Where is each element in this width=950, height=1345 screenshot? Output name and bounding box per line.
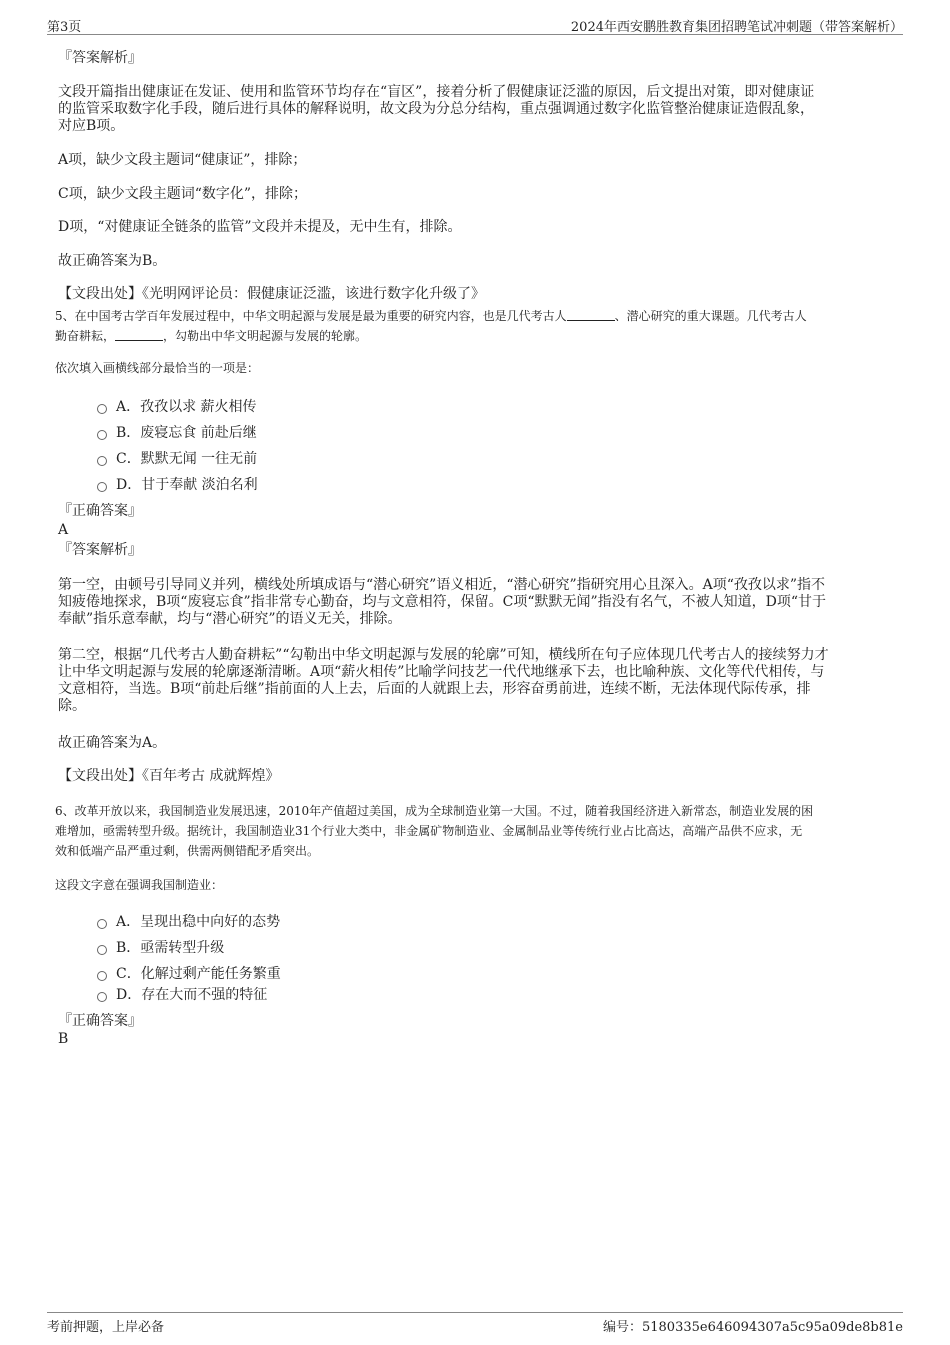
q5-analysis-line: 第二空，根据“几代考古人勤奋耕耘”“勾勒出中华文明起源与发展的轮廓”可知，横线所在句子应体现几代考古人的接续努力才 — [58, 647, 829, 663]
q5-prompt: 依次填入画横线部分最恰当的一项是： — [55, 361, 260, 375]
q6-stem-line: 效和低端产品严重过剩，供需两侧错配矛盾突出。 — [55, 844, 320, 858]
q4-analysis-option-c: C项，缺少文段主题词“数字化”，排除； — [58, 186, 308, 202]
q6-option-a[interactable]: A．呈现出稳中向好的态势 — [97, 911, 280, 931]
q5-conclusion: 故正确答案为A。 — [58, 735, 167, 751]
q5-analysis-label: 『答案解析』 — [58, 542, 142, 558]
q5-option-a[interactable]: A．孜孜以求 薪火相传 — [97, 396, 257, 416]
q5-analysis-line: 知疲倦地探求，B项“废寝忘食”指非常专心勤奋，均与文意相符，保留。C项“默默无闻”指没有名气，不被人知道，D项“甘于 — [58, 594, 827, 610]
fill-blank — [115, 328, 163, 341]
q5-analysis-line: 奉献”指乐意奉献，均与“潜心研究”的语义无关，排除。 — [58, 611, 402, 627]
q5-option-d[interactable]: D．甘于奉献 淡泊名利 — [97, 474, 258, 494]
q5-analysis-line: 除。 — [58, 698, 86, 714]
q5-source: 【文段出处】《百年考古 成就辉煌》 — [58, 768, 280, 784]
radio-icon[interactable] — [97, 919, 107, 929]
document-title: 2024年西安鹏胜教育集团招聘笔试冲刺题（带答案解析） — [570, 20, 903, 35]
q5-analysis-line: 文意相符，当选。B项“前赴后继”指前面的人上去，后面的人就跟上去，形容奋勇前进，连续不断，无法体现代际传承，排 — [58, 681, 811, 697]
q6-option-c[interactable]: C．化解过剩产能任务繁重 — [97, 963, 281, 983]
q5-option-b[interactable]: B．废寝忘食 前赴后继 — [97, 422, 257, 442]
q4-analysis-line: 文段开篇指出健康证在发证、使用和监管环节均存在“盲区”，接着分析了假健康证泛滥的原因，后文提出对策，即对健康证 — [58, 84, 815, 100]
fill-blank — [567, 308, 615, 321]
q5-answer-label: 『正确答案』 — [58, 503, 142, 519]
footer-slogan: 考前押题，上岸必备 — [47, 1320, 165, 1335]
radio-icon[interactable] — [97, 992, 107, 1002]
radio-icon[interactable] — [97, 482, 107, 492]
q4-analysis-line: 的监管采取数字化手段，随后进行具体的解释说明，故文段为分总分结构，重点强调通过数字化监管整治健康证造假乱象， — [58, 101, 814, 117]
q6-stem-line: 难增加，亟需转型升级。据统计，我国制造业31个行业大类中，非金属矿物制造业、金属制品业等传统行业占比高达，高端产品供不应求，无 — [55, 824, 803, 838]
q6-stem-line: 6、改革开放以来，我国制造业发展迅速，2010年产值超过美国，成为全球制造业第一大国。不过，随着我国经济进入新常态，制造业发展的困 — [55, 804, 814, 818]
q6-answer-label: 『正确答案』 — [58, 1013, 142, 1029]
q5-stem-line: 5、在中国考古学百年发展过程中，中华文明起源与发展是最为重要的研究内容，也是几代考古人 、潜心研究的重大课题。几代考古人 — [55, 309, 807, 323]
q5-analysis-line: 让中华文明起源与发展的轮廓逐渐清晰。A项“薪火相传”比喻学问技艺一代代地继承下去，也比喻种族、文化等代代相传，与 — [58, 664, 825, 680]
radio-icon[interactable] — [97, 971, 107, 981]
q4-analysis-option-a: A项，缺少文段主题词“健康证”，排除； — [58, 152, 307, 168]
q5-stem-line: 勤奋耕耘， ，勾勒出中华文明起源与发展的轮廓。 — [55, 329, 368, 343]
radio-icon[interactable] — [97, 456, 107, 466]
q5-answer: A — [58, 522, 69, 538]
page-number: 第3页 — [47, 20, 82, 35]
page-footer — [47, 1312, 903, 1335]
q4-source: 【文段出处】《光明网评论员：假健康证泛滥，该进行数字化升级了》 — [58, 286, 485, 302]
radio-icon[interactable] — [97, 430, 107, 440]
q5-option-c[interactable]: C．默默无闻 一往无前 — [97, 448, 257, 468]
q4-conclusion: 故正确答案为B。 — [58, 253, 167, 269]
q6-option-d[interactable]: D．存在大而不强的特征 — [97, 984, 267, 1004]
q6-answer: B — [58, 1031, 69, 1047]
document-code: 编号：5180335e646094307a5c95a09de8b81e — [602, 1320, 903, 1335]
q4-analysis-label: 『答案解析』 — [58, 50, 142, 66]
radio-icon[interactable] — [97, 945, 107, 955]
page-header — [47, 14, 903, 35]
q6-option-b[interactable]: B．亟需转型升级 — [97, 937, 224, 957]
q4-analysis-line: 对应B项。 — [58, 118, 125, 134]
q5-analysis-line: 第一空，由顿号引导同义并列，横线处所填成语与“潜心研究”语义相近，“潜心研究”指研究用心且深入。A项“孜孜以求”指不 — [58, 577, 826, 593]
q6-prompt: 这段文字意在强调我国制造业： — [55, 878, 224, 892]
radio-icon[interactable] — [97, 404, 107, 414]
q4-analysis-option-d: D项，“对健康证全链条的监管”文段并未提及，无中生有，排除。 — [58, 219, 462, 235]
